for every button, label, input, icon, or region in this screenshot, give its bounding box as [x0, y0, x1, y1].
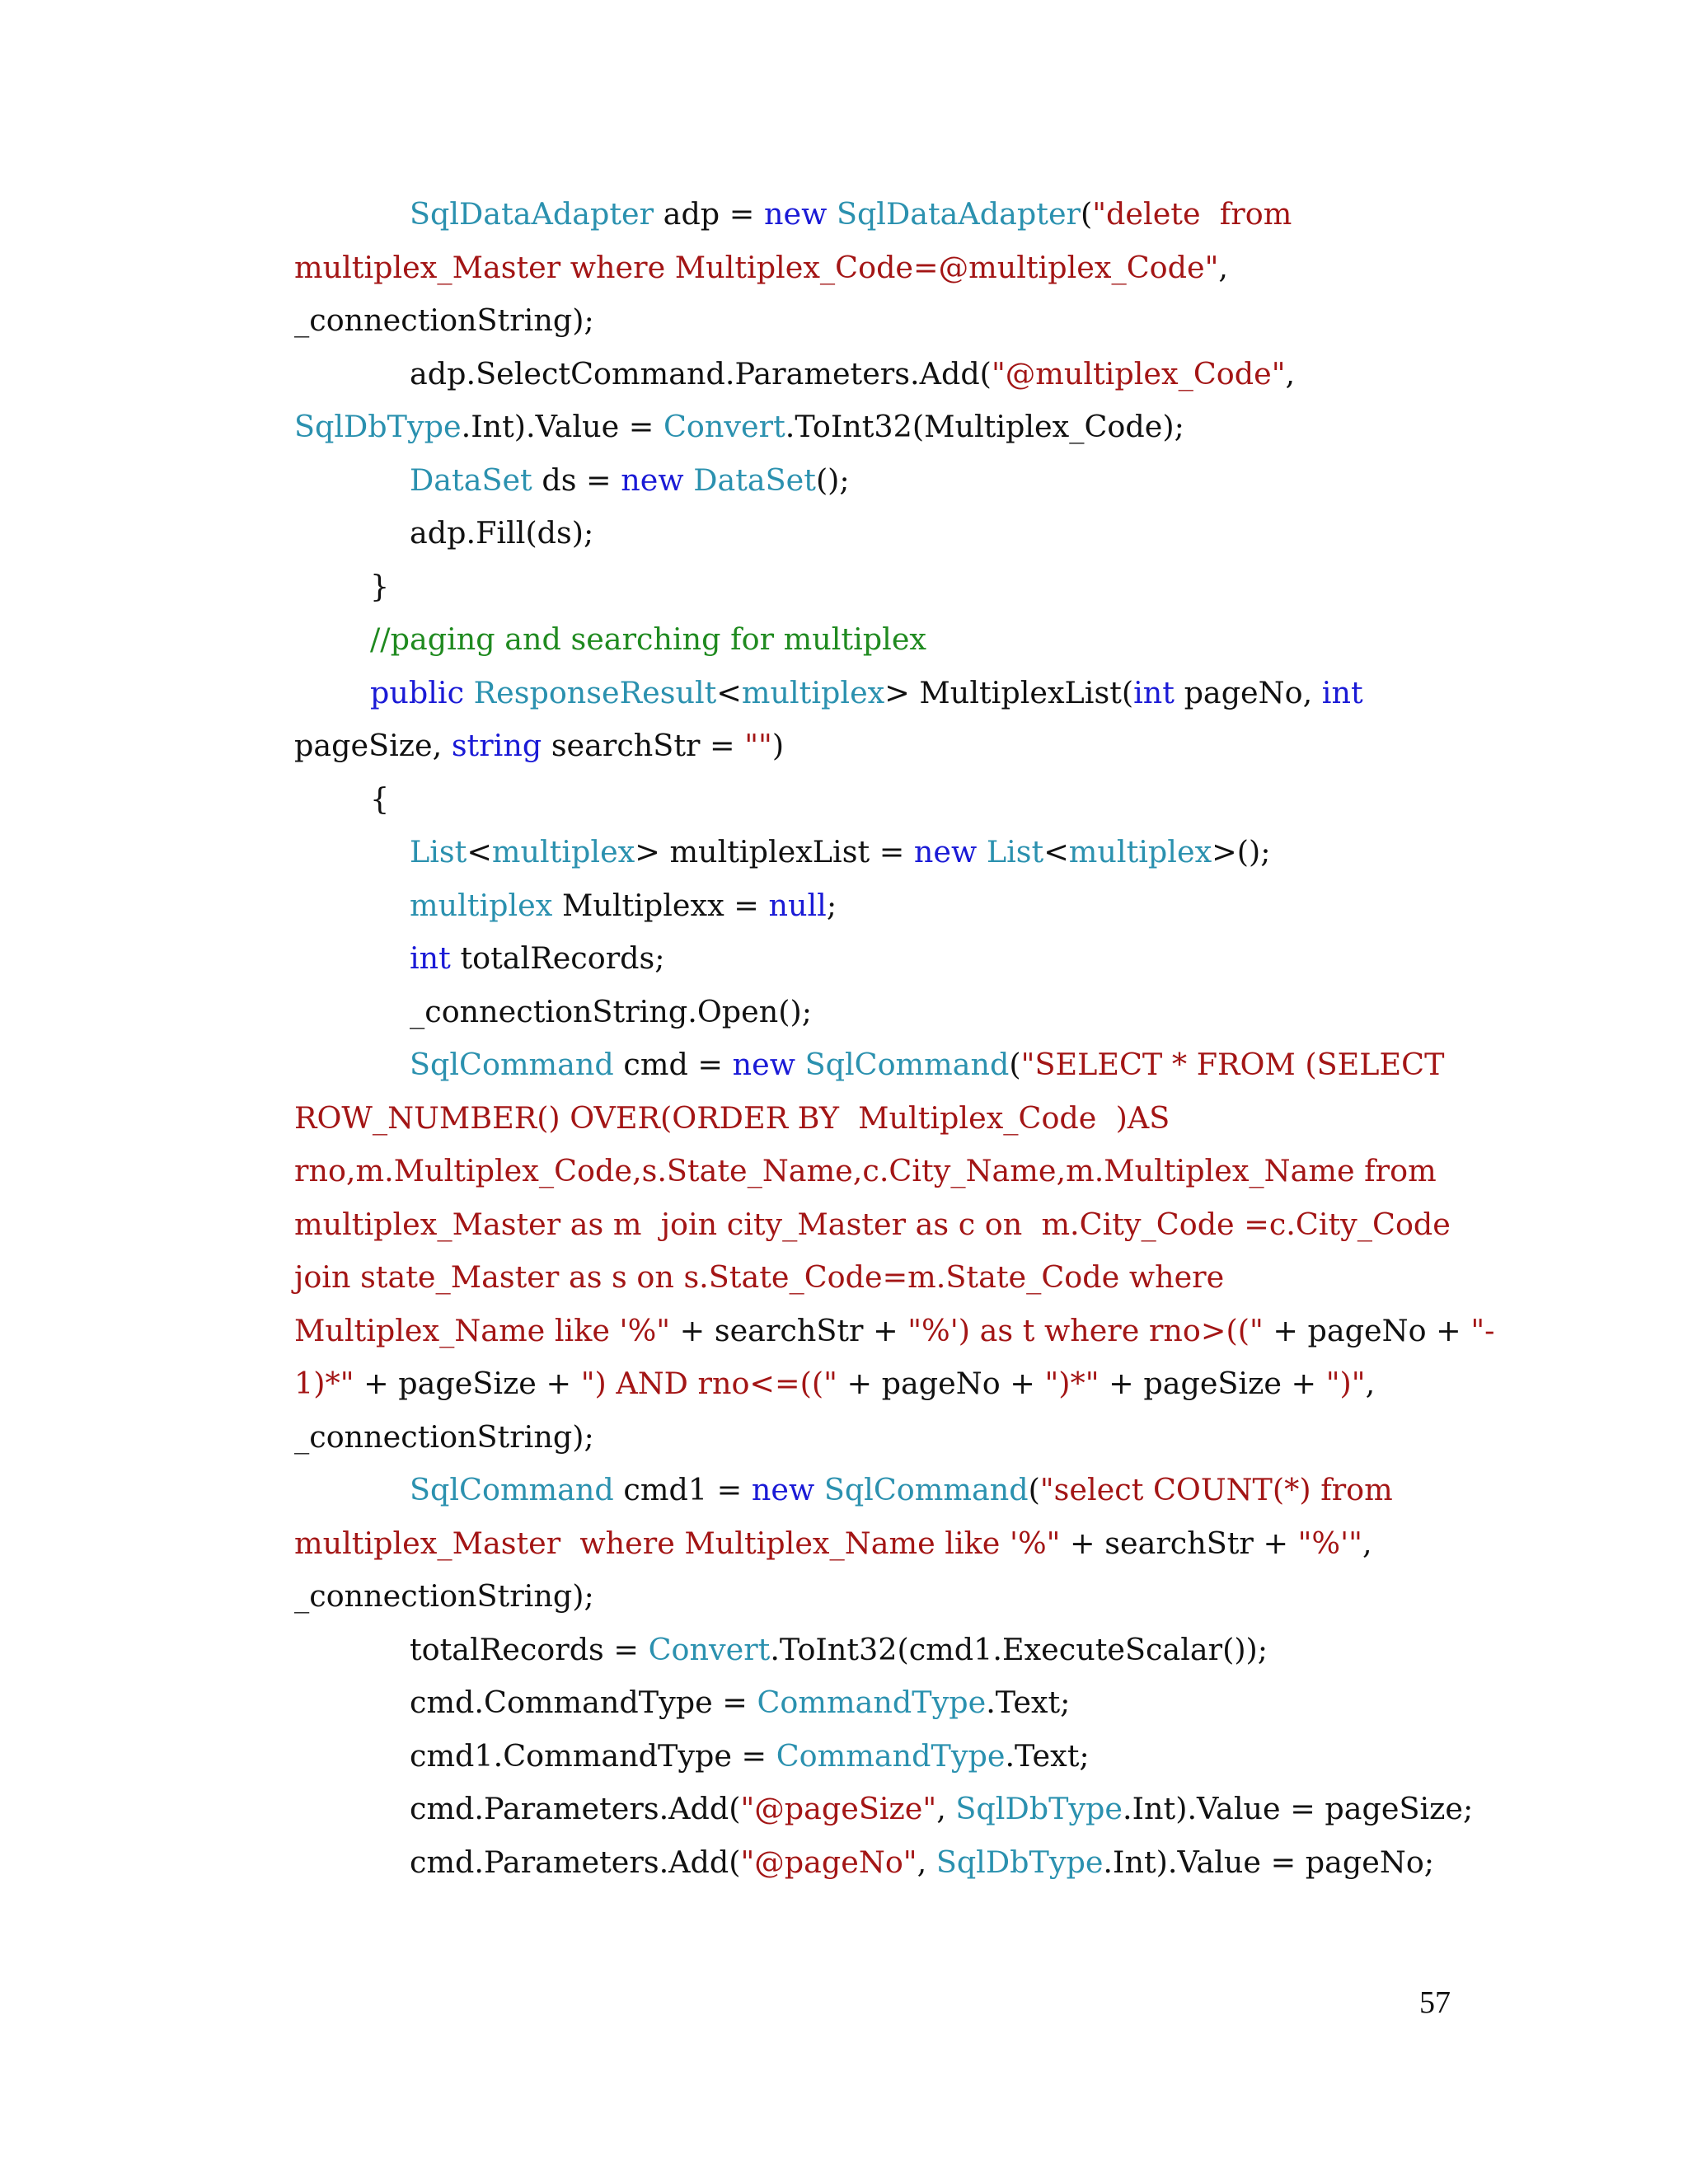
code-line	[294, 719, 1432, 773]
code-token: int	[410, 940, 451, 976]
code-line	[294, 241, 1432, 295]
code-line	[294, 401, 1432, 454]
code-token: Multiplex_Name like '%"	[294, 1312, 671, 1348]
code-token: SqlDataAdapter	[410, 196, 654, 232]
code-token: join state_Master as s on s.State_Code=m.State_Code where	[294, 1259, 1225, 1295]
code-line	[294, 613, 1432, 667]
code-token: "-	[1470, 1312, 1495, 1348]
code-token: cmd1 =	[613, 1472, 752, 1507]
code-token: cmd1.CommandType =	[410, 1737, 776, 1774]
code-token: ") AND rno<=(("	[580, 1366, 837, 1401]
code-token: ,	[1365, 1366, 1376, 1401]
code-token: <	[1043, 834, 1069, 869]
code-token: SqlCommand	[410, 1472, 614, 1507]
code-token: cmd.Parameters.Add(	[410, 1844, 741, 1880]
code-token: (	[1028, 1472, 1040, 1507]
code-token: SqlDbType	[294, 409, 462, 444]
code-token: CommandType	[776, 1737, 1006, 1774]
code-token: SqlCommand	[823, 1472, 1029, 1507]
code-token: + searchStr +	[1060, 1525, 1298, 1561]
code-line	[294, 667, 1432, 720]
code-token: )	[771, 728, 785, 763]
code-token: List	[410, 834, 467, 869]
code-token: multiplex	[1068, 834, 1212, 869]
code-line	[294, 986, 1432, 1039]
code-token: "@pageSize"	[740, 1791, 937, 1826]
code-token	[684, 462, 694, 498]
code-token: multiplex	[491, 834, 635, 869]
code-token	[814, 1472, 824, 1507]
code-token	[464, 675, 474, 710]
code-token: new	[621, 462, 684, 498]
code-line	[294, 348, 1432, 401]
code-token: + pageNo +	[1263, 1312, 1471, 1348]
code-token: "@pageNo"	[740, 1844, 917, 1880]
code-token: .ToInt32(Multiplex_Code);	[785, 409, 1184, 444]
code-token: cmd.CommandType =	[410, 1685, 757, 1720]
code-token	[795, 1047, 805, 1082]
code-token: new	[763, 196, 828, 232]
code-token: multiplex_Master where Multiplex_Code=@multiplex_Code"	[294, 249, 1219, 285]
code-line	[294, 1305, 1495, 1358]
code-token: rno,m.Multiplex_Code,s.State_Name,c.City_Name,m.Multiplex_Name from	[294, 1153, 1437, 1188]
code-token: 1)*"	[294, 1366, 354, 1401]
code-line	[294, 1836, 1435, 1890]
code-line	[294, 932, 1432, 986]
code-token: .Int).Value =	[461, 409, 663, 444]
code-token: + pageSize +	[354, 1366, 581, 1401]
code-token: > MultiplexList(	[884, 674, 1134, 710]
code-token: _connectionString.Open();	[410, 993, 812, 1029]
code-token: "select COUNT(*) from	[1039, 1472, 1393, 1507]
code-line	[294, 1145, 1437, 1198]
code-token: public	[370, 674, 465, 710]
code-line	[294, 1357, 1432, 1411]
code-token: ,	[1362, 1525, 1372, 1561]
code-token	[977, 834, 987, 869]
code-line	[294, 1730, 1432, 1783]
code-token: ,	[1285, 355, 1296, 391]
code-token: "SELECT * FROM (SELECT	[1020, 1047, 1445, 1082]
code-token: adp.SelectCommand.Parameters.Add(	[410, 355, 992, 391]
code-token: List	[986, 834, 1044, 869]
code-line	[294, 1038, 1445, 1092]
code-line	[294, 1411, 1432, 1465]
code-line	[294, 294, 1432, 348]
code-token: cmd =	[613, 1047, 733, 1082]
code-token: SqlDbType	[935, 1844, 1104, 1880]
code-line	[294, 1092, 1432, 1146]
code-line	[294, 507, 1432, 560]
code-token: (	[1009, 1047, 1021, 1082]
code-line	[294, 1464, 1432, 1517]
code-token: + searchStr +	[670, 1312, 908, 1348]
code-token: ")"	[1325, 1366, 1366, 1401]
code-line	[294, 454, 1432, 508]
code-token: _connectionString);	[294, 302, 594, 338]
code-line	[294, 879, 1432, 933]
code-token: cmd.Parameters.Add(	[410, 1791, 741, 1826]
code-token: int	[1133, 674, 1175, 710]
code-token: pageNo,	[1174, 674, 1322, 710]
code-token: .Text;	[986, 1685, 1071, 1720]
code-token: //paging and searching for multiplex	[370, 621, 927, 657]
code-token: new	[913, 834, 978, 869]
code-token: ,	[917, 1844, 936, 1880]
code-token: _connectionString);	[294, 1418, 594, 1455]
code-token	[827, 196, 837, 232]
code-token: <	[716, 674, 742, 710]
code-token: SqlCommand	[804, 1047, 1010, 1082]
code-token: <	[467, 834, 492, 869]
code-token: (	[1081, 196, 1093, 232]
code-token: ")*"	[1044, 1366, 1100, 1401]
code-token: totalRecords;	[450, 940, 665, 976]
code-token: }	[370, 568, 390, 604]
code-token: Convert	[648, 1631, 771, 1667]
code-token: _connectionString);	[294, 1578, 594, 1614]
code-token: ROW_NUMBER() OVER(ORDER BY Multiplex_Code )AS	[294, 1099, 1170, 1136]
code-line	[294, 1624, 1432, 1677]
code-token: ();	[815, 462, 850, 498]
code-token: "@multiplex_Code"	[991, 355, 1286, 391]
code-line	[294, 1517, 1432, 1571]
code-token: ResponseResult	[473, 674, 717, 710]
code-token: Convert	[663, 409, 785, 444]
code-line	[294, 1570, 1432, 1624]
code-token: null	[768, 887, 827, 923]
code-line	[294, 826, 1432, 879]
code-token: > multiplexList =	[635, 834, 914, 869]
code-token: new	[751, 1472, 815, 1507]
code-token: adp =	[654, 196, 764, 232]
code-token: "%') as t where rno>(("	[907, 1312, 1264, 1348]
code-token: >();	[1212, 834, 1271, 869]
code-token: multiplex_Master as m join city_Master as c on m.City_Code =c.City_Code	[294, 1206, 1451, 1242]
code-token: DataSet	[410, 462, 532, 498]
code-token: totalRecords =	[410, 1631, 649, 1667]
code-token: ,	[1218, 249, 1228, 285]
code-line	[294, 1783, 1474, 1836]
code-token: "delete from	[1092, 196, 1292, 232]
code-token: multiplex	[741, 674, 885, 710]
page-number: 57	[1419, 1985, 1451, 2020]
code-line	[294, 1198, 1451, 1252]
code-token: .Int).Value = pageNo;	[1103, 1844, 1435, 1880]
code-token: multiplex_Master where Multiplex_Name like '%"	[294, 1525, 1061, 1561]
code-token: searchStr =	[542, 728, 745, 763]
code-line	[294, 1251, 1432, 1305]
code-token: {	[370, 780, 390, 817]
code-token: + pageSize +	[1099, 1366, 1326, 1401]
code-token: .Text;	[1005, 1737, 1090, 1774]
code-token: ,	[936, 1791, 956, 1826]
code-line	[294, 560, 1432, 614]
code-token: ds =	[532, 462, 621, 498]
code-token: pageSize,	[294, 728, 452, 763]
code-listing	[294, 188, 1495, 1889]
code-token: "%'"	[1297, 1525, 1362, 1561]
code-token: SqlDataAdapter	[836, 196, 1081, 232]
code-token: .Int).Value = pageSize;	[1123, 1791, 1474, 1826]
code-token: CommandType	[757, 1685, 987, 1720]
code-token: DataSet	[693, 462, 816, 498]
code-token: multiplex	[410, 887, 553, 923]
code-line	[294, 1676, 1432, 1730]
code-token: new	[732, 1047, 795, 1082]
code-token: + pageNo +	[837, 1366, 1045, 1401]
code-line	[294, 188, 1432, 241]
code-token: Multiplexx =	[552, 887, 769, 923]
code-token: SqlDbType	[955, 1791, 1123, 1826]
code-token: SqlCommand	[410, 1047, 614, 1082]
code-token: ""	[744, 728, 772, 763]
code-token: string	[451, 728, 542, 763]
code-token: .ToInt32(cmd1.ExecuteScalar());	[770, 1631, 1268, 1667]
code-token: ;	[826, 887, 837, 923]
code-token: adp.Fill(ds);	[410, 515, 594, 551]
code-token: int	[1321, 674, 1363, 710]
code-line	[294, 773, 1432, 827]
